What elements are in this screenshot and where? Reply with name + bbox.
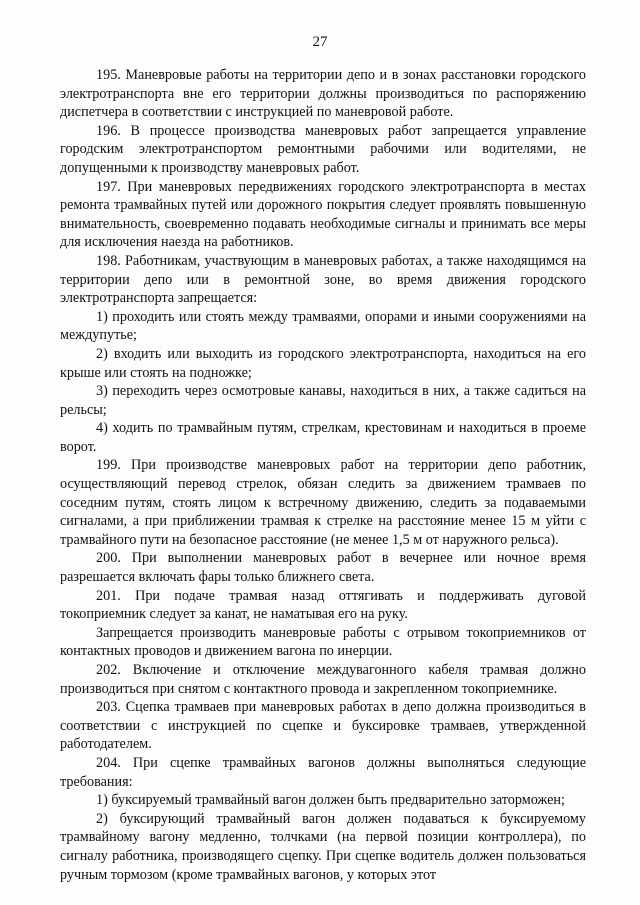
list-item-204-1: 1) буксируемый трамвайный вагон должен быть предварительно заторможен; <box>96 792 565 809</box>
paragraph-202: 202. Включение и отключение междувагонного кабеля трамвая должно производиться при снятом с контактного провода и закрепленном токоприемнике. <box>60 662 586 697</box>
paragraph-196: 196. В процессе производства маневровых работ запрещается управление городским электротранспортом ремонтными рабочими или водителями, не допущенными к производству маневровых работ. <box>60 122 586 176</box>
list-item-204-2: 2) буксирующий трамвайный вагон должен подаваться к буксируемому трамвайному вагону медленно, толчками (на первой позиции контроллера), по сигналу работника, производящего сцепку. При сцепке водитель должен пользоваться ручным тормозом (кроме трамвайных вагонов, у которых этот <box>60 810 586 883</box>
list-item-198-3: 3) переходить через осмотровые канавы, находиться в них, а также садиться на рельсы; <box>60 383 586 418</box>
paragraph-201: 201. При подаче трамвая назад оттягивать и поддерживать дуговой токоприемник следует за канат, не наматывая его на руку. <box>60 587 586 623</box>
list-item-198-1: 1) проходить или стоять между трамваями, опорами и иными сооружениями на междупутье; <box>60 308 586 344</box>
paragraph-204: 204. При сцепке трамвайных вагонов должны выполняться следующие требования: <box>60 754 586 790</box>
page-number: 27 <box>312 34 328 50</box>
paragraph-199: 199. При производстве маневровых работ на территории депо работник, осуществляющий перевод стрелок, обязан следить за движением трамваев по соседним путям, стоять лицом к встречному движению, следить за подаваемыми сигналами, а при приближении трамвая к стрелке на расстояние менее 15 м уйти с трамвайного пути на безопасное расстояние (не менее 1,5 м от наружного рельса). <box>60 457 586 548</box>
paragraph-200: 200. При выполнении маневровых работ в вечернее или ночное время разрешается включать фары только ближнего света. <box>60 550 586 586</box>
paragraph-198: 198. Работникам, участвующим в маневровых работах, а также находящимся на территории депо или в ремонтной зоне, во время движения городского электротранспорта запрещается: <box>60 252 586 307</box>
document-body <box>60 66 586 884</box>
paragraph-195: 195. Маневровые работы на территории депо и в зонах расстановки городского электротранспорта вне его территории должны производиться по распоряжению диспетчера в соответствии с инструкцией по маневровой работе. <box>60 67 586 121</box>
list-item-198-2: 2) входить или выходить из городского электротранспорта, находиться на его крыше или стоять на подножке; <box>60 345 586 381</box>
paragraph-201-continued: Запрещается производить маневровые работы с отрывом токоприемников от контактных проводов и движением вагона по инерции. <box>60 624 586 660</box>
list-item-198-4: 4) ходить по трамвайным путям, стрелкам, крестовинам и находиться в проеме ворот. <box>60 420 586 455</box>
paragraph-197: 197. При маневровых передвижениях городского электротранспорта в местах ремонта трамвайных путей или дорожного покрытия следует проявлять повышенную внимательность, своевременно подавать необходимые сигналы и принимать все меры для исключения наезда на работников. <box>60 178 586 251</box>
paragraph-203: 203. Сцепка трамваев при маневровых работах в депо должна производиться в соответствии с инструкцией по сцепке и буксировке трамваев, утвержденной работодателем. <box>60 699 586 753</box>
